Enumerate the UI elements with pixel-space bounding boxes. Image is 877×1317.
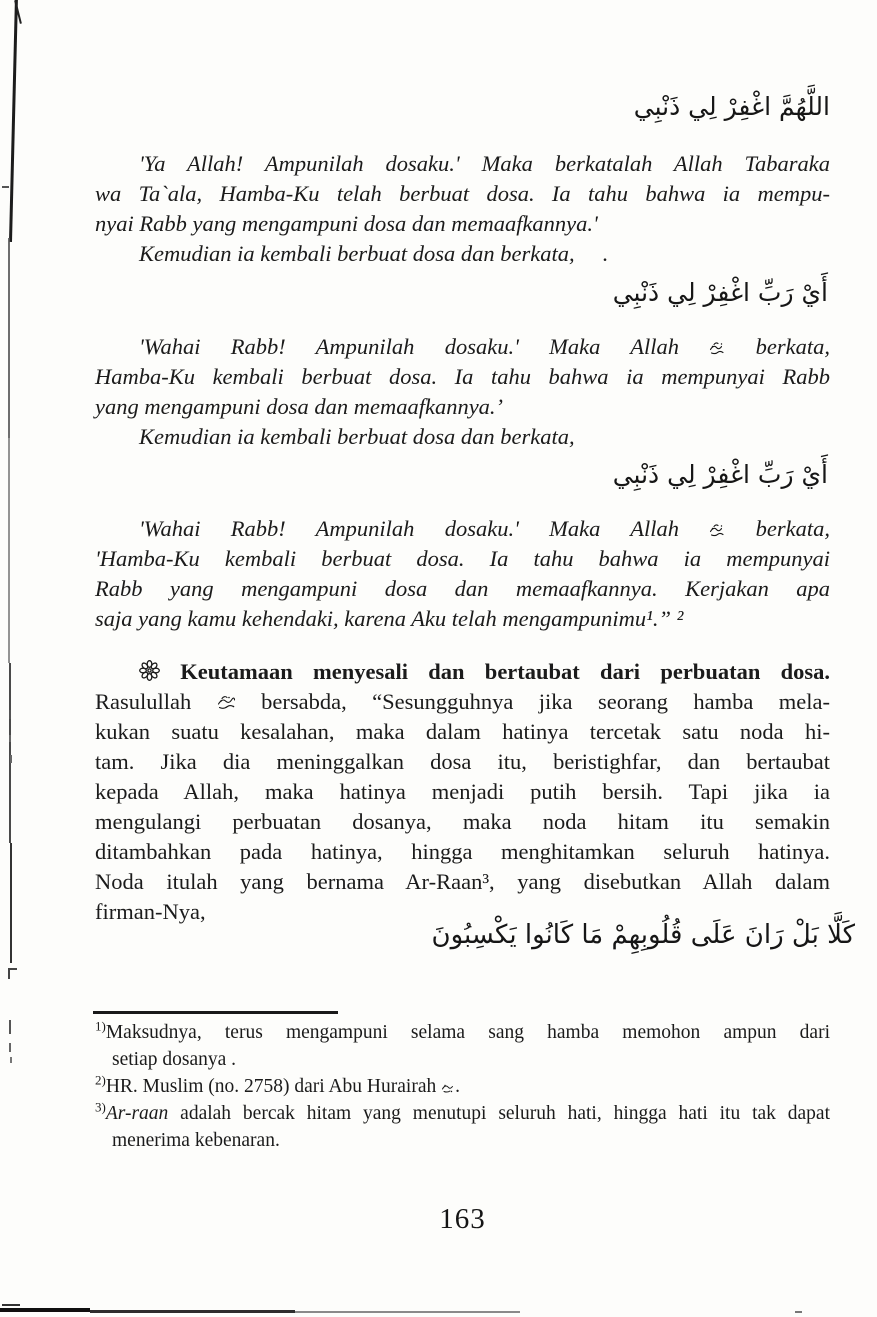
paragraph-quote-2 — [95, 332, 830, 452]
scan-artifact-hook — [8, 968, 10, 979]
text-segment: Rasulullah — [95, 689, 217, 714]
honorific-sallallahu-alaihi-wasallam-icon — [217, 694, 236, 711]
text-segment: adalah bercak hitam yang menutupi seluruh hati, hingga hati itu tak dapat — [168, 1103, 830, 1124]
arabic-dua-ay-rabbi-1: أَيْ رَبِّ اغْفِرْ لِي ذَنْبِي — [612, 278, 828, 307]
text-segment: 'Hamba-Ku kembali berbuat dosa. Ia tahu bahwa ia mempunyai — [95, 546, 830, 571]
text-line — [95, 332, 830, 362]
text-line — [95, 392, 830, 422]
text-line — [95, 1019, 830, 1046]
text-line — [95, 717, 830, 747]
arabic-quran-verse: كَلَّا بَلْ رَانَ عَلَى قُلُوبِهِمْ مَا كَانُوا يَكْسِبُونَ — [431, 920, 855, 950]
text-segment: bersabda, “Sesungguhnya jika seorang hamba mela- — [235, 689, 831, 714]
honorific-jalla-jalaluhu-icon — [709, 523, 725, 538]
text-segment: 'Wahai Rabb! Ampunilah dosaku.' Maka Allah — [139, 334, 710, 359]
text-segment: yang mengampuni dosa dan memaafkannya.’ — [95, 394, 504, 419]
honorific-radhiyallahu-anhu-icon — [441, 1081, 455, 1094]
honorific-jalla-jalaluhu-icon — [709, 341, 725, 356]
scan-artifact-bottom-edge — [295, 1311, 520, 1313]
scan-artifact-left-line — [9, 0, 18, 242]
scan-artifact-bottom-edge — [795, 1311, 802, 1313]
text-line — [95, 574, 830, 604]
footnote-1 — [95, 1019, 830, 1073]
arabic-dua-allahumma: اللَّهُمَّ اغْفِرْ لِي ذَنْبِي — [633, 92, 830, 121]
text-segment: Noda itulah yang bernama Ar-Raan³, yang disebutkan Allah dalam — [95, 869, 830, 894]
footnote-separator-rule — [93, 1011, 338, 1014]
scan-artifact-left-line — [10, 843, 12, 963]
scan-artifact-left-line — [8, 438, 10, 663]
text-line — [95, 209, 830, 239]
text-segment: Kemudian ia kembali berbuat dosa dan berkata, — [139, 424, 575, 449]
text-line — [95, 239, 830, 269]
text-line — [95, 897, 830, 927]
text-segment: HR. Muslim (no. 2758) dari Abu Hurairah — [105, 1076, 442, 1097]
scan-artifact-bottom-edge — [2, 1304, 20, 1306]
scan-artifact-dash — [9, 1043, 11, 1052]
text-segment: mengulangi perbuatan dosanya, maka noda hitam itu semakin — [95, 809, 830, 834]
text-line — [95, 837, 830, 867]
text-line — [95, 514, 830, 544]
text-segment: nyai Rabb yang mengampuni dosa dan memaafkannya.' — [95, 211, 598, 236]
scan-artifact-bottom-edge — [0, 1308, 90, 1312]
footnote-marker: 3) — [95, 1099, 106, 1115]
arabic-dua-ay-rabbi-2: أَيْ رَبِّ اغْفِرْ لِي ذَنْبِي — [612, 460, 828, 489]
text-line — [95, 687, 830, 717]
text-segment: kukan suatu kesalahan, maka dalam hatinya tercetak satu noda hi- — [95, 719, 830, 744]
text-line — [95, 149, 830, 179]
text-line — [95, 867, 830, 897]
text-segment: wa Ta`ala, Hamba-Ku telah berbuat dosa. Ia tahu bahwa ia mempu- — [95, 181, 830, 206]
text-segment: Kemudian ia kembali berbuat dosa dan berkata, . — [139, 241, 609, 266]
text-segment: 'Wahai Rabb! Ampunilah dosaku.' Maka Allah — [139, 516, 710, 541]
text-segment: firman-Nya, — [95, 899, 206, 924]
footnote-marker: 2) — [95, 1072, 106, 1088]
scan-artifact-dash — [9, 710, 11, 719]
text-segment: setiap dosanya . — [112, 1049, 237, 1070]
text-line — [95, 1073, 830, 1100]
text-segment: 'Ya Allah! Ampunilah dosaku.' Maka berkatalah Allah Tabaraka — [139, 151, 830, 176]
scan-artifact-left-line — [9, 663, 11, 843]
text-segment: tam. Jika dia meninggalkan dosa itu, beristighfar, dan bertaubat — [95, 749, 830, 774]
text-line — [95, 777, 830, 807]
scan-artifact-left-line — [8, 238, 10, 438]
text-segment: ditambahkan pada hatinya, hingga menghitamkan seluruh hatinya. — [95, 839, 830, 864]
footnote-marker: 1) — [95, 1018, 106, 1034]
text-segment: . — [455, 1076, 460, 1097]
text-segment: menerima kebenaran. — [112, 1130, 280, 1151]
footnotes — [95, 1019, 830, 1154]
footnote-3 — [95, 1100, 830, 1154]
text-line — [95, 1100, 830, 1127]
text-segment: berkata, — [725, 516, 830, 541]
text-line — [95, 604, 830, 634]
text-line — [95, 1046, 830, 1073]
text-segment: saja yang kamu kehendaki, karena Aku telah mengampunimu¹.” ² — [95, 606, 684, 631]
text-line — [95, 747, 830, 777]
text-segment: Ar-raan — [105, 1103, 169, 1124]
scan-artifact-dash — [9, 735, 11, 742]
text-line — [95, 657, 830, 687]
scan-artifact-dash — [9, 1020, 11, 1034]
text-segment: Keutamaan menyesali dan bertaubat dari perbuatan dosa. — [160, 659, 830, 684]
paragraph-quote-1 — [95, 149, 830, 269]
scan-artifact-dash — [10, 1057, 12, 1063]
scan-artifact-dash — [10, 755, 12, 763]
paragraph-section-keutamaan — [95, 657, 830, 927]
scan-artifact-bottom-edge — [90, 1310, 295, 1313]
footnote-2 — [95, 1073, 830, 1100]
scan-artifact-dash — [2, 186, 9, 188]
text-segment: berkata, — [725, 334, 830, 359]
text-segment: Hamba-Ku kembali berbuat dosa. Ia tahu bahwa ia mempunyai Rabb — [95, 364, 830, 389]
text-line — [95, 807, 830, 837]
text-line — [95, 422, 830, 452]
text-segment: kepada Allah, maka hatinya menjadi putih bersih. Tapi jika ia — [95, 779, 830, 804]
text-line — [95, 362, 830, 392]
text-line — [95, 544, 830, 574]
paragraph-quote-3 — [95, 514, 830, 634]
text-segment: Maksudnya, terus mengampuni selama sang hamba memohon ampun dari — [105, 1022, 830, 1043]
text-segment: Rabb yang mengampuni dosa dan memaafkannya. Kerjakan apa — [95, 576, 830, 601]
section-flower-ornament-icon — [139, 660, 160, 681]
page-number: 163 — [439, 1203, 486, 1235]
text-line — [95, 1127, 830, 1154]
text-line — [95, 179, 830, 209]
